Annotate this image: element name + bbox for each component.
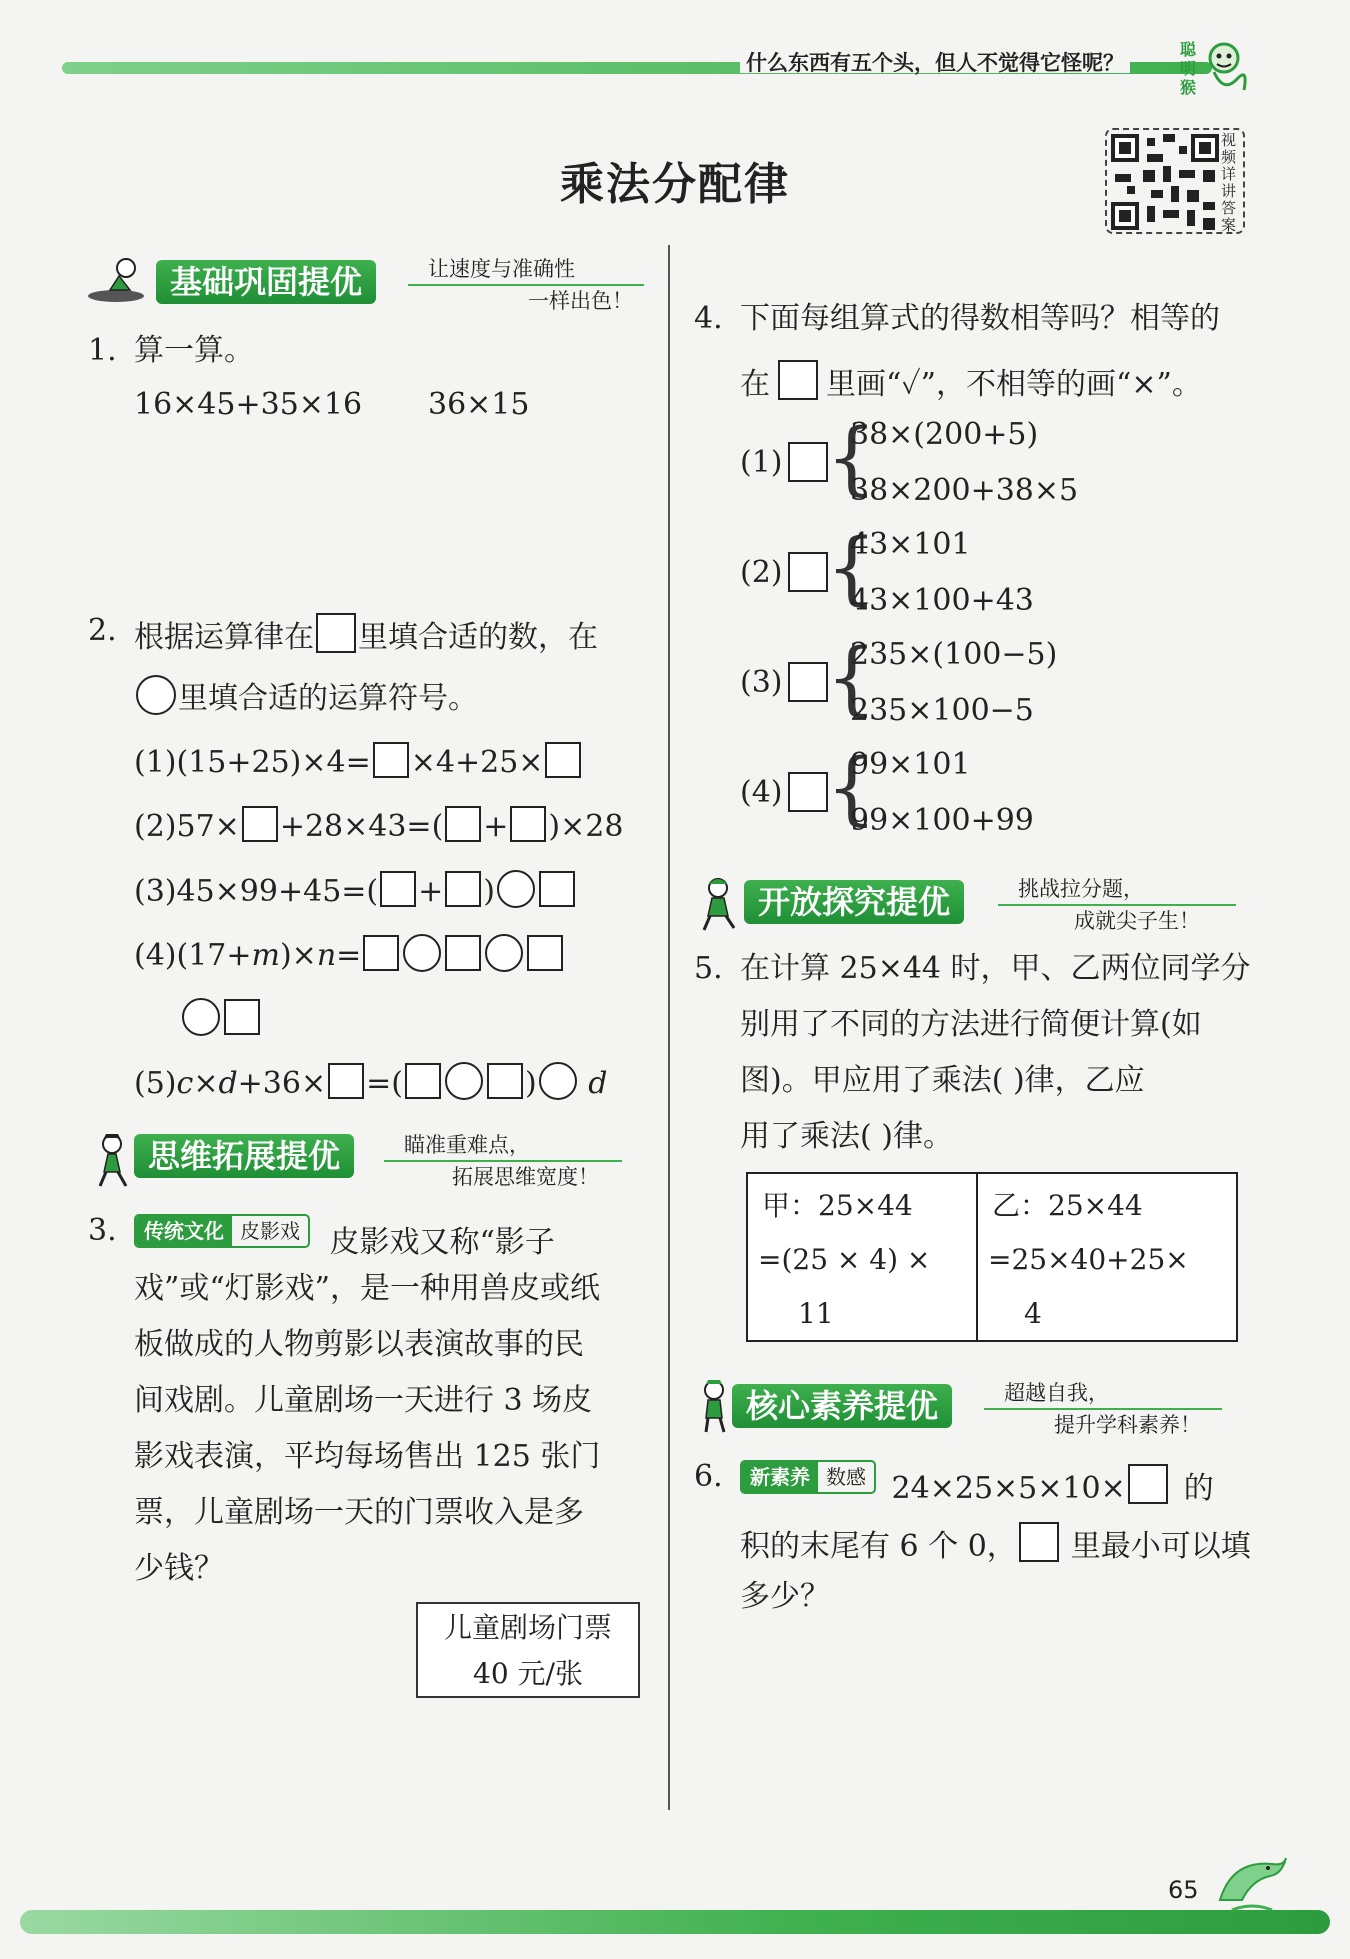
q4-group-4-a: 99×101 [850,747,971,782]
tag-label: 传统文化 [136,1216,232,1246]
dolphin-icon [1212,1850,1292,1914]
q4-text: 在 [740,367,770,402]
yi-line-1: 乙：25×44 [992,1189,1143,1222]
q2-text: 里填合适的数，在 [358,620,598,655]
tag-sublabel: 数感 [826,1465,866,1489]
brace-symbol: { [826,631,877,724]
qr-side-text: 视频详讲答案 [1221,131,1237,234]
variable-d: d [588,1066,608,1101]
q2-text: +28×43=( [279,809,444,844]
jia-line-3: 11 [798,1297,834,1330]
question-number: 6. [694,1459,723,1494]
q2-text: ×4+25× [410,745,544,780]
yi-line-2: =25×40+25× [988,1243,1189,1276]
section-slogan-core-1: 超越自我， [1004,1381,1109,1405]
skater-mascot-icon [86,256,154,306]
q2-part-2 [134,806,623,842]
q3-line-4: 间戏剧。儿童剧场一天进行 3 场皮 [134,1383,593,1418]
q2-text: )×28 [548,809,624,844]
q4-group-2-a: 43×101 [850,527,971,562]
answer-circle[interactable] [403,934,441,972]
variable-c: c [176,1066,194,1101]
q2-part-1 [134,742,583,778]
answer-box[interactable] [545,742,581,778]
q4-group-2-label: (2) [740,555,783,590]
q2-text: + [418,874,444,909]
q6-text: 里最小可以填 [1070,1529,1251,1564]
q4-line-2 [740,360,1202,400]
answer-box[interactable] [487,1063,523,1099]
q6-text: 的 [1183,1471,1214,1506]
section-banner-basic: 基础巩固提优 [156,260,376,304]
q6-line-2 [740,1522,1251,1562]
q2-text: + [483,809,509,844]
q3-line-5: 影戏表演，平均每场售出 125 张门 [134,1439,601,1474]
answer-circle[interactable] [485,934,523,972]
q2-part-4 [134,934,565,972]
variable-m: m [251,938,280,973]
q2-text: =( [366,1066,403,1101]
q5-line-4: 用了乘法( )律。 [740,1119,953,1154]
q3-line-7: 少钱？ [134,1551,224,1586]
answer-circle[interactable] [445,1062,483,1100]
q2-line-2 [134,675,478,715]
ticket-price: 40 元/张 [473,1657,583,1690]
q2-text: (1)(15+25)×4= [134,745,371,780]
section-banner-thinking: 思维拓展提优 [134,1134,354,1178]
q5-line-2: 别用了不同的方法进行简便计算(如 [740,1007,1202,1042]
q2-text: (5) [134,1066,177,1101]
section-slogan-basic-1: 让速度与准确性 [428,257,575,281]
answer-box[interactable] [224,999,260,1035]
section-slogan-open-1: 挑战拉分题， [1018,877,1144,901]
answer-box[interactable] [539,871,575,907]
q4-line-1: 下面每组算式的得数相等吗？相等的 [740,301,1220,336]
answer-box[interactable] [316,613,356,653]
q4-group-3-label: (3) [740,665,783,700]
question-number: 2. [88,613,117,648]
monkey-logo-icon [1200,38,1252,100]
q4-text: 里画“✓”，不相等的画“×”。 [826,367,1202,402]
q3-text: 皮影戏又称“影子 [329,1225,555,1260]
q2-text: +36× [237,1066,327,1101]
answer-box[interactable] [1128,1464,1168,1504]
tag-sublabel: 皮影戏 [240,1219,300,1243]
q2-part-5 [134,1062,607,1100]
answer-box[interactable] [328,1063,364,1099]
section-slogan-thinking-1: 瞄准重难点， [404,1133,530,1157]
answer-box[interactable] [405,1063,441,1099]
section-slogan-core-2: 提升学科素养！ [1054,1413,1201,1437]
footer-green-stripe [20,1910,1330,1934]
q2-line-1 [134,613,598,653]
q1-expression-2: 36×15 [428,387,530,422]
q4-group-1-a: 38×(200+5) [850,417,1039,452]
answer-box[interactable] [510,806,546,842]
q2-text: = [336,938,362,973]
section-banner-open: 开放探究提优 [744,880,964,924]
question-number: 3. [88,1213,117,1248]
table-divider [976,1174,978,1340]
variable-d: d [218,1066,238,1101]
q6-text: 24×25×5×10× [891,1471,1126,1506]
literacy-tag [740,1460,876,1494]
answer-box[interactable] [445,935,481,971]
jia-line-1: 甲：25×44 [762,1189,913,1222]
logo-text: 聪明猴 [1180,40,1197,97]
q6-text: 积的末尾有 6 个 0， [740,1529,1017,1564]
q5-line-3: 图)。甲应用了乘法( )律，乙应 [740,1063,1145,1098]
tag-label: 新素养 [742,1462,818,1492]
q2-text: × [193,1066,219,1101]
q4-group-2-b: 43×100+43 [850,583,1034,618]
page-title: 乘法分配律 [560,159,790,210]
header-riddle: 什么东西有五个头，但人不觉得它怪呢？ [740,52,1130,73]
q4-group-4-label: (4) [740,775,783,810]
question-number: 4. [694,301,723,336]
q6-line-1 [740,1460,1214,1504]
q6-line-3: 多少？ [740,1579,830,1614]
answer-box[interactable] [445,806,481,842]
brace-symbol: { [826,521,877,614]
q4-group-1-label: (1) [740,445,783,480]
q4-group-1-b: 38×200+38×5 [850,473,1079,508]
answer-box[interactable] [242,806,278,842]
section-banner-core: 核心素养提优 [732,1384,952,1428]
question-number: 1. [88,333,117,368]
q5-solution-table [746,1172,1238,1342]
q2-text: (2)57× [134,809,240,844]
answer-box[interactable] [788,442,828,482]
culture-tag [134,1214,310,1248]
q4-group-4-b: 99×100+99 [850,803,1034,838]
question-number: 5. [694,951,723,986]
q3-line-3: 板做成的人物剪影以表演故事的民 [134,1327,584,1362]
q3-line-2: 戏”或“灯影戏”，是一种用兽皮或纸 [134,1271,601,1306]
answer-box[interactable] [373,742,409,778]
q1-expression-1: 16×45+35×16 [134,387,363,422]
column-divider [668,245,670,1810]
question-text: 算一算。 [134,333,254,368]
q2-part-3 [134,870,577,908]
q2-part-4-cont [180,998,262,1036]
answer-circle[interactable] [497,870,535,908]
answer-box[interactable] [788,552,828,592]
q2-text: (4)(17+ [134,938,252,973]
brace-symbol: { [826,411,877,504]
answer-circle[interactable] [539,1062,577,1100]
ticket-title: 儿童剧场门票 [443,1611,612,1644]
q2-text: ) [483,874,495,909]
answer-box[interactable] [788,772,828,812]
answer-box[interactable] [363,935,399,971]
answer-box[interactable] [788,662,828,702]
brace-symbol: { [826,741,877,834]
runner-mascot-icon [88,1132,138,1188]
section-slogan-thinking-2: 拓展思维宽度！ [452,1165,599,1189]
climber-mascot-icon [694,876,744,932]
q2-text: ) [524,1066,537,1101]
q2-text: (3)45×99+45=( [134,874,379,909]
answer-box[interactable] [527,935,563,971]
q4-group-3-b: 235×100−5 [850,693,1034,728]
answer-box[interactable] [778,360,818,400]
answer-box[interactable] [445,871,481,907]
q2-text: )× [279,938,317,973]
yi-line-3: 4 [1024,1297,1042,1330]
page-number: 65 [1168,1876,1199,1904]
q2-text: 根据运算律在 [134,620,314,655]
q4-group-3-a: 235×(100−5) [850,637,1058,672]
q3-line-1 [134,1214,555,1258]
section-slogan-open-2: 成就尖子生！ [1074,909,1200,933]
ticket-box [416,1602,640,1698]
q2-text: 里填合适的运算符号。 [178,681,478,716]
answer-box[interactable] [1019,1522,1059,1562]
variable-n: n [316,938,337,973]
answer-circle[interactable] [182,998,220,1036]
q5-line-1: 在计算 25×44 时，甲、乙两位同学分 [740,951,1251,986]
jia-line-2: =(25 × 4) × [758,1243,931,1276]
answer-circle[interactable] [136,675,176,715]
answer-box[interactable] [380,871,416,907]
q3-line-6: 票，儿童剧场一天的门票收入是多 [134,1495,584,1530]
section-slogan-basic-2: 一样出色！ [528,289,633,313]
